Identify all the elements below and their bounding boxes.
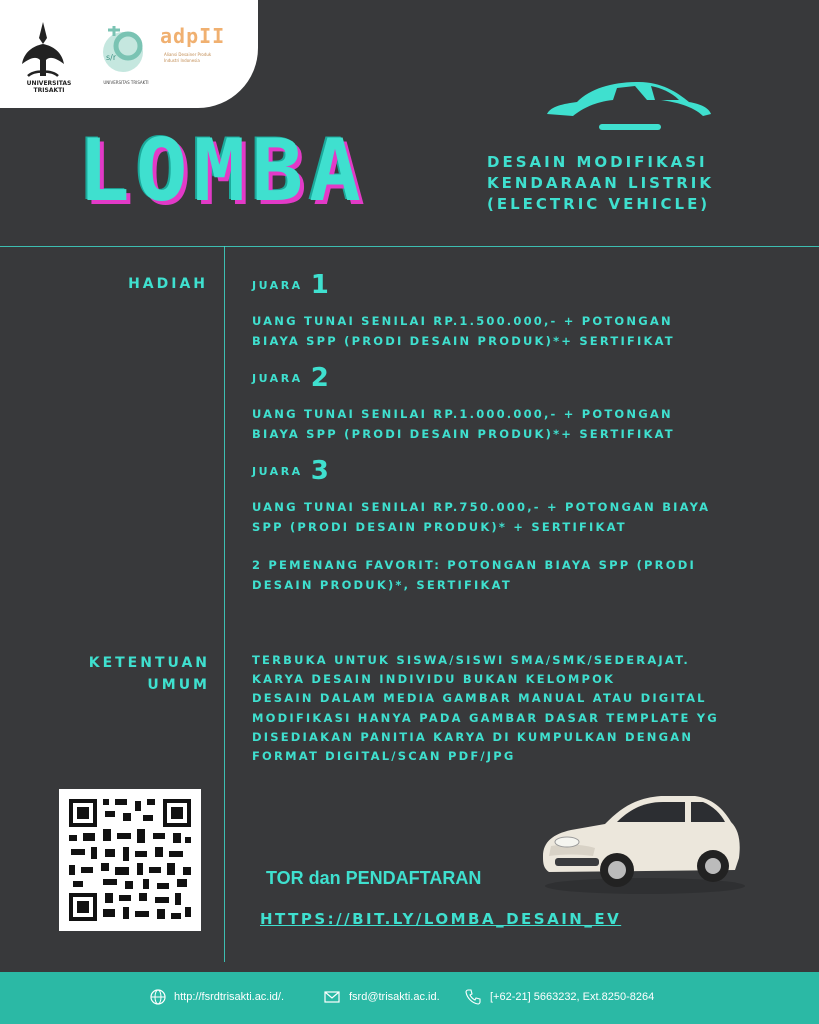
rule-line: DISEDIAKAN PANITIA KARYA DI KUMPULKAN DENGAN — [252, 729, 694, 744]
prize-line: DESAIN PRODUK)*, SERTIFIKAT — [252, 578, 512, 592]
ketentuan-label-line: UMUM — [147, 677, 210, 693]
juara-1-heading — [252, 270, 331, 300]
trisakti-logo — [18, 18, 68, 88]
footer-phone[interactable]: [+62-21] 5663232, Ext.8250-8264 — [490, 991, 655, 1003]
juara-2-heading — [252, 363, 331, 393]
qr-code[interactable] — [59, 789, 201, 931]
rules-list — [252, 651, 722, 766]
adpii-logo-word: adpII — [160, 24, 226, 48]
subtitle-line: (ELECTRIC VEHICLE) — [487, 195, 711, 213]
fsrd-logo — [98, 22, 148, 77]
prize-line: UANG TUNAI SENILAI RP.1.500.000,- + POTONGAN — [252, 314, 673, 328]
globe-icon — [150, 989, 166, 1005]
juara-number: 3 — [310, 456, 332, 486]
rule-line: TERBUKA UNTUK SISWA/SISWI SMA/SMK/SEDERAJAT. — [252, 653, 690, 667]
event-subtitle — [487, 152, 714, 215]
rule-line: KARYA DESAIN INDIVIDU BUKAN KELOMPOK — [252, 672, 616, 687]
car-outline-icon — [543, 76, 713, 138]
subtitle-line: KENDARAAN LISTRIK — [487, 174, 714, 192]
subtitle-line: DESAIN MODIFIKASI — [487, 153, 708, 171]
juara-word: JUARA — [252, 465, 303, 478]
trisakti-caption: UNIVERSITAS TRISAKTI — [26, 80, 72, 94]
ketentuan-label — [60, 652, 210, 696]
juara-number: 1 — [310, 270, 332, 300]
prize-line: BIAYA SPP (PRODI DESAIN PRODUK)*+ SERTIFIKAT — [252, 334, 675, 348]
prize-line: BIAYA SPP (PRODI DESAIN PRODUK)*+ SERTIFIKAT — [252, 427, 675, 441]
mail-icon — [324, 989, 340, 1005]
footer-website[interactable]: http://fsrdtrisakti.ac.id/. — [174, 991, 285, 1003]
prize-3-text — [252, 497, 722, 537]
fsrd-caption: UNIVERSITAS TRISAKTI — [103, 80, 149, 85]
ketentuan-label-line: KETENTUAN — [88, 655, 210, 671]
favorit-prize-text — [252, 555, 722, 595]
juara-word: JUARA — [252, 372, 303, 385]
svg-text:s/r: s/r — [106, 53, 117, 62]
juara-3-heading — [252, 456, 331, 486]
phone-icon — [465, 989, 481, 1005]
prize-line: UANG TUNAI SENILAI RP.750.000,- + POTONGAN BIAYA — [252, 500, 711, 514]
prize-1-text — [252, 311, 722, 351]
adpii-logo-text: Aliansi Desainer Produk Industri Indonesia — [164, 52, 212, 63]
tor-label: TOR dan PENDAFTARAN — [266, 868, 482, 888]
prize-line: UANG TUNAI SENILAI RP.1.000.000,- + POTONGAN — [252, 407, 673, 421]
prize-2-text — [252, 404, 722, 444]
prize-line: SPP (PRODI DESAIN PRODUK)* + SERTIFIKAT — [252, 520, 627, 534]
rule-line: DESAIN DALAM MEDIA GAMBAR MANUAL ATAU DIGITAL — [252, 691, 707, 706]
event-title: LOMBA — [78, 121, 367, 221]
horizontal-divider — [0, 246, 819, 247]
prize-line: 2 PEMENANG FAVORIT: POTONGAN BIAYA SPP (PRODI — [252, 558, 696, 572]
vertical-divider — [224, 246, 225, 962]
hadiah-label: HADIAH — [128, 276, 208, 292]
rule-line: MODIFIKASI HANYA PADA GAMBAR DASAR TEMPLATE YG — [252, 710, 719, 725]
juara-number: 2 — [310, 363, 332, 393]
electric-car-image — [535, 786, 745, 896]
juara-word: JUARA — [252, 279, 303, 292]
rule-line: FORMAT DIGITAL/SCAN PDF/JPG — [252, 749, 516, 764]
footer-bar — [0, 972, 819, 1024]
footer-email[interactable]: fsrd@trisakti.ac.id. — [349, 991, 440, 1003]
registration-link[interactable]: HTTPS://BIT.LY/LOMBA_DESAIN_EV — [260, 910, 622, 928]
